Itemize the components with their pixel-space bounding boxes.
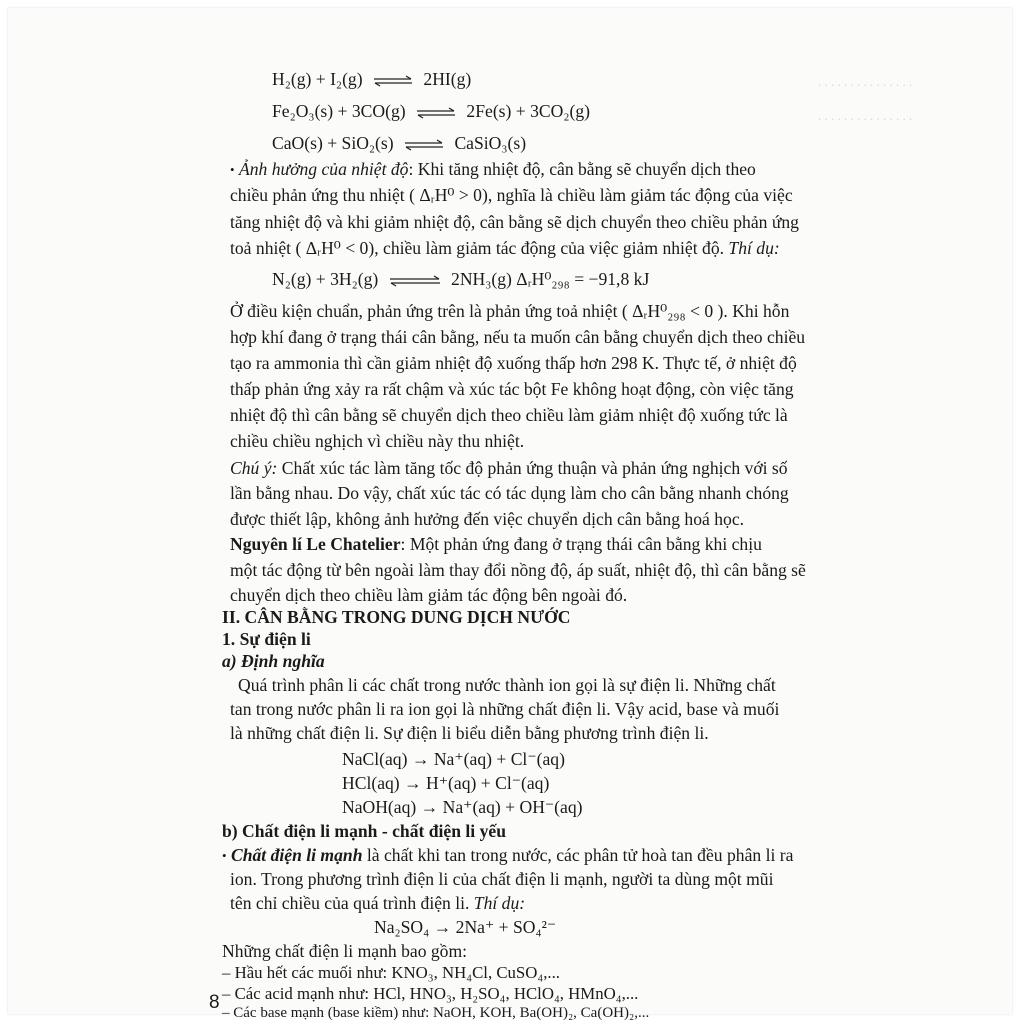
equation-right: CaSiO₃(s): [454, 133, 527, 153]
equation-h2-i2: [272, 68, 471, 90]
equation-fe2o3-co: [272, 100, 590, 122]
ionization-equation-na2so4: Na₂SO₄ → 2Na⁺ + SO₄²⁻: [374, 917, 557, 937]
bullet-icon: •: [222, 848, 227, 863]
ionization-equation-nacl: NaCl(aq) → Na⁺(aq) + Cl⁻(aq): [342, 749, 565, 769]
equilibrium-arrow-icon: [389, 275, 441, 287]
equation-left: N₂(g) + 3H₂(g): [272, 269, 379, 289]
paragraph-text: là chất khi tan trong nước, các phân tử hoà tan đều phân li ra: [362, 845, 794, 865]
standard-line-1: Ở điều kiện chuẩn, phản ứng trên là phản ứng toả nhiệt ( ΔᵣH⁰₂₉₈ < 0 ). Khi hỗn: [230, 301, 790, 321]
strong-line-2: ion. Trong phương trình điện li của chất điện li mạnh, người ta dùng một mũi: [230, 869, 774, 889]
le-chatelier-label: Nguyên lí Le Chatelier: [230, 534, 401, 554]
equilibrium-arrow-icon: [404, 139, 444, 151]
ionization-equation-naoh: NaOH(aq) → Na⁺(aq) + OH⁻(aq): [342, 797, 583, 817]
temperature-line-2: chiều phản ứng thu nhiệt ( ΔᵣH⁰ > 0), nghĩa là chiều làm giảm tác động của việc: [230, 185, 793, 205]
subsection-b-heading: b) Chất điện li mạnh - chất điện li yếu: [222, 821, 506, 841]
temperature-line-1: [230, 158, 756, 182]
bleed-through-text: . . . . . . . . . . . . . . .: [818, 74, 913, 89]
equilibrium-arrow-icon: [416, 107, 456, 119]
definition-line-1: Quá trình phân li các chất trong nước thành ion gọi là sự điện li. Những chất: [238, 675, 776, 695]
standard-line-3: tạo ra ammonia thì cần giảm nhiệt độ xuống thấp hơn 298 K. Thực tế, ở nhiệt độ: [230, 353, 797, 373]
bullet-icon: •: [230, 162, 235, 177]
temperature-line-4: [230, 237, 780, 259]
list-item-bases: – Các base mạnh (base kiềm) như: NaOH, KOH, Ba(OH)₂, Ca(OH)₂,...: [222, 1005, 650, 1021]
equation-ammonia: [272, 268, 649, 290]
list-item-acids: – Các acid mạnh như: HCl, HNO₃, H₂SO₄, HClO₄, HMnO₄,...: [222, 984, 639, 1003]
paragraph-text: : Khi tăng nhiệt độ, cân bằng sẽ chuyển dịch theo: [408, 159, 756, 179]
equation-right: 2HI(g): [423, 69, 472, 89]
strong-line-3: [230, 892, 525, 914]
equation-right: 2NH₃(g) ΔᵣH⁰₂₉₈ = −91,8 kJ: [451, 269, 650, 289]
temperature-label: Ảnh hưởng của nhiệt độ: [238, 159, 409, 179]
strong-electrolytes-intro: Những chất điện li mạnh bao gồm:: [222, 941, 468, 961]
note-label: Chú ý:: [230, 458, 278, 478]
equation-left: CaO(s) + SiO₂(s): [272, 133, 394, 153]
paragraph-text: toả nhiệt ( ΔᵣH⁰ < 0), chiều làm giảm tác động của việc giảm nhiệt độ.: [230, 238, 729, 258]
le-chatelier-line-1: [230, 533, 762, 555]
paragraph-text: : Một phản ứng đang ở trạng thái cân bằng khi chịu: [400, 534, 762, 554]
book-page: [8, 8, 1012, 1014]
ionization-equation-hcl: HCl(aq) → H⁺(aq) + Cl⁻(aq): [342, 773, 550, 793]
le-chatelier-line-3: chuyển dịch theo chiều làm giảm tác động bên ngoài đó.: [230, 585, 628, 605]
subsection-a-text: a) Định nghĩa: [222, 651, 325, 671]
strong-line-1: [222, 844, 793, 868]
equation-left: Fe₂O₃(s) + 3CO(g): [272, 101, 406, 121]
subsection-heading: 1. Sự điện li: [222, 629, 311, 649]
page-number: 8: [209, 992, 220, 1013]
definition-line-2: tan trong nước phân li ra ion gọi là những chất điện li. Vậy acid, base và muối: [230, 699, 780, 719]
section-heading: II. CÂN BẰNG TRONG DUNG DỊCH NƯỚC: [222, 607, 571, 627]
standard-line-6: chiều chiều nghịch vì chiều này thu nhiệt.: [230, 431, 525, 451]
paragraph-text: tên chỉ chiều của quá trình điện li.: [230, 893, 474, 913]
subsection-a-heading: [222, 650, 325, 672]
note-line-2: lần bằng nhau. Do vậy, chất xúc tác có tác dụng làm cho cân bằng nhanh chóng: [230, 483, 789, 503]
bleed-through-text: . . . . . . . . . . . . . . .: [818, 108, 913, 123]
standard-line-5: nhiệt độ thì cân bằng sẽ chuyển dịch theo chiều làm giảm nhiệt độ xuống tức là: [230, 405, 788, 425]
standard-line-4: thấp phản ứng xảy ra rất chậm và xúc tác bột Fe không hoạt động, còn việc tăng: [230, 379, 794, 399]
equilibrium-arrow-icon: [373, 75, 413, 87]
example-label: Thí dụ:: [473, 893, 526, 913]
note-line-1: [230, 457, 788, 479]
le-chatelier-line-2: một tác động từ bên ngoài làm thay đổi nồng độ, áp suất, nhiệt độ, thì cân bằng sẽ: [230, 560, 806, 580]
strong-electrolyte-label: Chất điện li mạnh: [230, 845, 363, 865]
definition-line-3: là những chất điện li. Sự điện li biểu diễn bằng phương trình điện li.: [230, 723, 709, 743]
paragraph-text: Chất xúc tác làm tăng tốc độ phản ứng thuận và phản ứng nghịch với số: [277, 458, 788, 478]
example-label: Thí dụ:: [728, 238, 780, 258]
list-item-salts: – Hầu hết các muối như: KNO₃, NH₄Cl, CuSO₄,...: [222, 963, 561, 982]
equation-cao-sio2: [272, 132, 526, 154]
temperature-line-3: tăng nhiệt độ và khi giảm nhiệt độ, cân bằng sẽ dịch chuyển theo chiều phản ứng: [230, 212, 799, 232]
standard-line-2: hợp khí đang ở trạng thái cân bằng, nếu ta muốn cân bằng chuyển dịch theo chiều: [230, 327, 806, 347]
note-line-3: được thiết lập, không ảnh hưởng đến việc chuyển dịch cân bằng hoá học.: [230, 509, 745, 529]
equation-right: 2Fe(s) + 3CO₂(g): [466, 101, 590, 121]
equation-left: H₂(g) + I₂(g): [272, 69, 363, 89]
